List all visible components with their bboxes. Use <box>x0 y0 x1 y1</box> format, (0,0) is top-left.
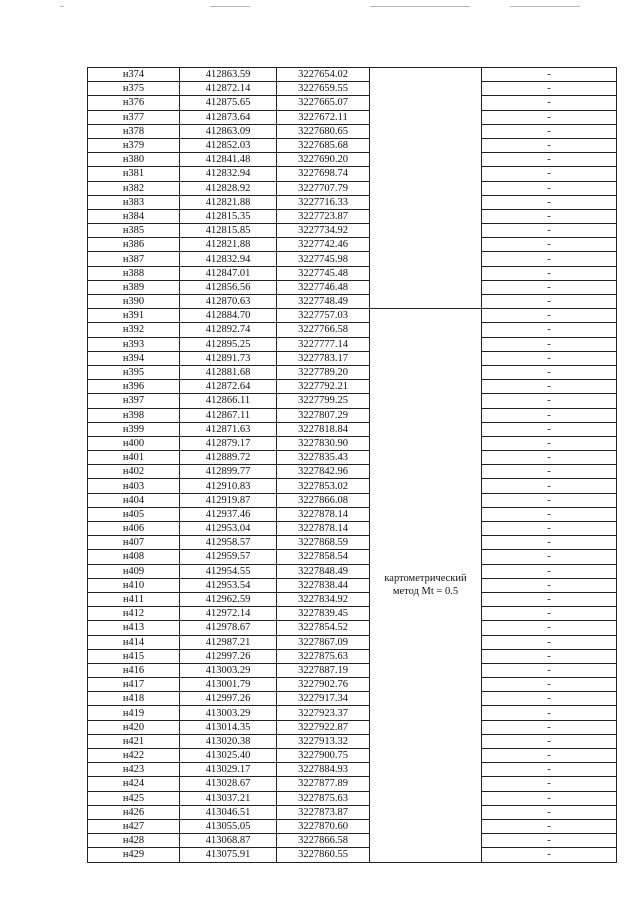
dash-cell: - <box>482 791 617 805</box>
x-coordinate-cell: 413055.05 <box>180 819 277 833</box>
point-cell: н382 <box>88 181 180 195</box>
table-row <box>88 408 617 422</box>
x-coordinate-cell: 412881.68 <box>180 365 277 379</box>
y-coordinate-cell: 3227707.79 <box>277 181 370 195</box>
point-cell: н379 <box>88 138 180 152</box>
table-row <box>88 238 617 252</box>
y-coordinate-cell: 3227745.98 <box>277 252 370 266</box>
x-coordinate-cell: 412871.63 <box>180 422 277 436</box>
table-row <box>88 365 617 379</box>
table-row <box>88 522 617 536</box>
table-row <box>88 805 617 819</box>
y-coordinate-cell: 3227716.33 <box>277 195 370 209</box>
dash-cell: - <box>482 706 617 720</box>
table-row <box>88 224 617 238</box>
dash-cell: - <box>482 578 617 592</box>
y-coordinate-cell: 3227902.76 <box>277 678 370 692</box>
point-cell: н377 <box>88 110 180 124</box>
table-row <box>88 82 617 96</box>
point-cell: н417 <box>88 678 180 692</box>
x-coordinate-cell: 412962.59 <box>180 592 277 606</box>
table-row <box>88 209 617 223</box>
x-coordinate-cell: 412879.17 <box>180 436 277 450</box>
dash-cell: - <box>482 153 617 167</box>
table-row <box>88 663 617 677</box>
table-row <box>88 550 617 564</box>
table-row <box>88 68 617 82</box>
point-cell: н419 <box>88 706 180 720</box>
point-cell: н412 <box>88 607 180 621</box>
point-cell: н405 <box>88 507 180 521</box>
y-coordinate-cell: 3227870.60 <box>277 819 370 833</box>
x-coordinate-cell: 412821.88 <box>180 195 277 209</box>
dash-cell: - <box>482 295 617 309</box>
x-coordinate-cell: 412866.11 <box>180 394 277 408</box>
dash-cell: - <box>482 238 617 252</box>
table-row <box>88 592 617 606</box>
dash-cell: - <box>482 564 617 578</box>
table-row <box>88 96 617 110</box>
y-coordinate-cell: 3227839.45 <box>277 607 370 621</box>
table-row <box>88 621 617 635</box>
y-coordinate-cell: 3227766.58 <box>277 323 370 337</box>
dash-cell: - <box>482 777 617 791</box>
dash-cell: - <box>482 819 617 833</box>
y-coordinate-cell: 3227745.48 <box>277 266 370 280</box>
dash-cell: - <box>482 536 617 550</box>
y-coordinate-cell: 3227860.55 <box>277 848 370 862</box>
x-coordinate-cell: 413003.29 <box>180 663 277 677</box>
table-row <box>88 138 617 152</box>
table-row <box>88 436 617 450</box>
table-row <box>88 181 617 195</box>
point-cell: н378 <box>88 124 180 138</box>
point-cell: н425 <box>88 791 180 805</box>
x-coordinate-cell: 412899.77 <box>180 465 277 479</box>
point-cell: н411 <box>88 592 180 606</box>
coordinates-table-body <box>88 68 617 863</box>
point-cell: н402 <box>88 465 180 479</box>
table-row <box>88 422 617 436</box>
table-row <box>88 380 617 394</box>
y-coordinate-cell: 3227818.84 <box>277 422 370 436</box>
y-coordinate-cell: 3227853.02 <box>277 479 370 493</box>
table-row <box>88 479 617 493</box>
point-cell: н404 <box>88 493 180 507</box>
table-row <box>88 678 617 692</box>
x-coordinate-cell: 412872.64 <box>180 380 277 394</box>
y-coordinate-cell: 3227878.14 <box>277 522 370 536</box>
y-coordinate-cell: 3227838.44 <box>277 578 370 592</box>
dash-cell: - <box>482 479 617 493</box>
table-row <box>88 834 617 848</box>
dash-cell: - <box>482 451 617 465</box>
x-coordinate-cell: 412870.63 <box>180 295 277 309</box>
point-cell: н374 <box>88 68 180 82</box>
point-cell: н403 <box>88 479 180 493</box>
point-cell: н429 <box>88 848 180 862</box>
x-coordinate-cell: 413025.40 <box>180 749 277 763</box>
point-cell: н415 <box>88 649 180 663</box>
dash-cell: - <box>482 224 617 238</box>
x-coordinate-cell: 413001.79 <box>180 678 277 692</box>
table-row <box>88 706 617 720</box>
x-coordinate-cell: 412937.46 <box>180 507 277 521</box>
y-coordinate-cell: 3227734.92 <box>277 224 370 238</box>
x-coordinate-cell: 413028.67 <box>180 777 277 791</box>
scan-artifacts <box>40 4 600 10</box>
y-coordinate-cell: 3227875.63 <box>277 649 370 663</box>
x-coordinate-cell: 412832.94 <box>180 252 277 266</box>
y-coordinate-cell: 3227884.93 <box>277 763 370 777</box>
y-coordinate-cell: 3227830.90 <box>277 436 370 450</box>
y-coordinate-cell: 3227834.92 <box>277 592 370 606</box>
point-cell: н381 <box>88 167 180 181</box>
table-row <box>88 536 617 550</box>
dash-cell: - <box>482 82 617 96</box>
x-coordinate-cell: 412889.72 <box>180 451 277 465</box>
table-row <box>88 153 617 167</box>
point-cell: н423 <box>88 763 180 777</box>
dash-cell: - <box>482 323 617 337</box>
table-row <box>88 351 617 365</box>
dash-cell: - <box>482 436 617 450</box>
point-cell: н399 <box>88 422 180 436</box>
y-coordinate-cell: 3227848.49 <box>277 564 370 578</box>
y-coordinate-cell: 3227866.08 <box>277 493 370 507</box>
x-coordinate-cell: 413003.29 <box>180 706 277 720</box>
dash-cell: - <box>482 607 617 621</box>
y-coordinate-cell: 3227698.74 <box>277 167 370 181</box>
x-coordinate-cell: 412867.11 <box>180 408 277 422</box>
point-cell: н394 <box>88 351 180 365</box>
method-accuracy: метод Mt = 0.5 <box>392 586 459 598</box>
point-cell: н398 <box>88 408 180 422</box>
dash-cell: - <box>482 678 617 692</box>
point-cell: н421 <box>88 734 180 748</box>
x-coordinate-cell: 413020.38 <box>180 734 277 748</box>
table-row <box>88 280 617 294</box>
table-row <box>88 493 617 507</box>
point-cell: н380 <box>88 153 180 167</box>
dash-cell: - <box>482 181 617 195</box>
y-coordinate-cell: 3227742.46 <box>277 238 370 252</box>
x-coordinate-cell: 412841.48 <box>180 153 277 167</box>
table-row <box>88 763 617 777</box>
y-coordinate-cell: 3227854.52 <box>277 621 370 635</box>
point-cell: н387 <box>88 252 180 266</box>
table-row <box>88 635 617 649</box>
x-coordinate-cell: 412953.54 <box>180 578 277 592</box>
point-cell: н407 <box>88 536 180 550</box>
y-coordinate-cell: 3227867.09 <box>277 635 370 649</box>
y-coordinate-cell: 3227777.14 <box>277 337 370 351</box>
table-row <box>88 692 617 706</box>
dash-cell: - <box>482 266 617 280</box>
point-cell: н409 <box>88 564 180 578</box>
x-coordinate-cell: 412959.57 <box>180 550 277 564</box>
point-cell: н401 <box>88 451 180 465</box>
point-cell: н393 <box>88 337 180 351</box>
point-cell: н410 <box>88 578 180 592</box>
dash-cell: - <box>482 337 617 351</box>
dash-cell: - <box>482 734 617 748</box>
dash-cell: - <box>482 848 617 862</box>
point-cell: н388 <box>88 266 180 280</box>
point-cell: н391 <box>88 309 180 323</box>
table-row <box>88 791 617 805</box>
point-cell: н416 <box>88 663 180 677</box>
dash-cell: - <box>482 805 617 819</box>
dash-cell: - <box>482 124 617 138</box>
point-cell: н384 <box>88 209 180 223</box>
point-cell: н418 <box>88 692 180 706</box>
y-coordinate-cell: 3227672.11 <box>277 110 370 124</box>
x-coordinate-cell: 412863.59 <box>180 68 277 82</box>
point-cell: н376 <box>88 96 180 110</box>
x-coordinate-cell: 413068.87 <box>180 834 277 848</box>
y-coordinate-cell: 3227748.49 <box>277 295 370 309</box>
dash-cell: - <box>482 763 617 777</box>
x-coordinate-cell: 412872.14 <box>180 82 277 96</box>
dash-cell: - <box>482 720 617 734</box>
x-coordinate-cell: 412891.73 <box>180 351 277 365</box>
x-coordinate-cell: 412987.21 <box>180 635 277 649</box>
dash-cell: - <box>482 408 617 422</box>
x-coordinate-cell: 412832.94 <box>180 167 277 181</box>
table-row <box>88 607 617 621</box>
y-coordinate-cell: 3227654.02 <box>277 68 370 82</box>
dash-cell: - <box>482 96 617 110</box>
y-coordinate-cell: 3227913.32 <box>277 734 370 748</box>
dash-cell: - <box>482 68 617 82</box>
table-row <box>88 649 617 663</box>
table-row <box>88 451 617 465</box>
y-coordinate-cell: 3227858.54 <box>277 550 370 564</box>
y-coordinate-cell: 3227887.19 <box>277 663 370 677</box>
table-row <box>88 848 617 862</box>
y-coordinate-cell: 3227878.14 <box>277 507 370 521</box>
y-coordinate-cell: 3227659.55 <box>277 82 370 96</box>
dash-cell: - <box>482 280 617 294</box>
table-row <box>88 252 617 266</box>
table-row <box>88 124 617 138</box>
dash-cell: - <box>482 394 617 408</box>
table-row <box>88 465 617 479</box>
dash-cell: - <box>482 550 617 564</box>
table-row <box>88 110 617 124</box>
coordinates-table <box>87 67 617 863</box>
x-coordinate-cell: 412954.55 <box>180 564 277 578</box>
point-cell: н390 <box>88 295 180 309</box>
x-coordinate-cell: 412919.87 <box>180 493 277 507</box>
table-row <box>88 266 617 280</box>
table-row <box>88 578 617 592</box>
method-cell <box>370 309 482 862</box>
point-cell: н385 <box>88 224 180 238</box>
table-row <box>88 295 617 309</box>
point-cell: н422 <box>88 749 180 763</box>
y-coordinate-cell: 3227923.37 <box>277 706 370 720</box>
point-cell: н426 <box>88 805 180 819</box>
table-row <box>88 749 617 763</box>
table-row <box>88 309 617 323</box>
y-coordinate-cell: 3227685.68 <box>277 138 370 152</box>
dash-cell: - <box>482 138 617 152</box>
dash-cell: - <box>482 380 617 394</box>
x-coordinate-cell: 412873.64 <box>180 110 277 124</box>
y-coordinate-cell: 3227690.20 <box>277 153 370 167</box>
y-coordinate-cell: 3227757.03 <box>277 309 370 323</box>
point-cell: н397 <box>88 394 180 408</box>
x-coordinate-cell: 412910.83 <box>180 479 277 493</box>
table-row <box>88 777 617 791</box>
point-cell: н408 <box>88 550 180 564</box>
y-coordinate-cell: 3227807.29 <box>277 408 370 422</box>
dash-cell: - <box>482 252 617 266</box>
x-coordinate-cell: 412884.70 <box>180 309 277 323</box>
x-coordinate-cell: 412978.67 <box>180 621 277 635</box>
y-coordinate-cell: 3227873.87 <box>277 805 370 819</box>
method-cell-empty <box>370 68 482 309</box>
dash-cell: - <box>482 209 617 223</box>
point-cell: н389 <box>88 280 180 294</box>
x-coordinate-cell: 412847.01 <box>180 266 277 280</box>
y-coordinate-cell: 3227900.75 <box>277 749 370 763</box>
y-coordinate-cell: 3227746.48 <box>277 280 370 294</box>
table-row <box>88 167 617 181</box>
x-coordinate-cell: 412815.35 <box>180 209 277 223</box>
y-coordinate-cell: 3227922.87 <box>277 720 370 734</box>
dash-cell: - <box>482 635 617 649</box>
y-coordinate-cell: 3227783.17 <box>277 351 370 365</box>
x-coordinate-cell: 412856.56 <box>180 280 277 294</box>
dash-cell: - <box>482 365 617 379</box>
point-cell: н392 <box>88 323 180 337</box>
table-row <box>88 819 617 833</box>
y-coordinate-cell: 3227789.20 <box>277 365 370 379</box>
x-coordinate-cell: 412821.88 <box>180 238 277 252</box>
y-coordinate-cell: 3227868.59 <box>277 536 370 550</box>
x-coordinate-cell: 413014.35 <box>180 720 277 734</box>
point-cell: н406 <box>88 522 180 536</box>
dash-cell: - <box>482 195 617 209</box>
x-coordinate-cell: 412997.26 <box>180 692 277 706</box>
y-coordinate-cell: 3227917.34 <box>277 692 370 706</box>
table-row <box>88 337 617 351</box>
table-row <box>88 720 617 734</box>
x-coordinate-cell: 412972.14 <box>180 607 277 621</box>
y-coordinate-cell: 3227792.21 <box>277 380 370 394</box>
dash-cell: - <box>482 663 617 677</box>
table-row <box>88 394 617 408</box>
y-coordinate-cell: 3227680.65 <box>277 124 370 138</box>
x-coordinate-cell: 412892.74 <box>180 323 277 337</box>
dash-cell: - <box>482 110 617 124</box>
x-coordinate-cell: 412953.04 <box>180 522 277 536</box>
x-coordinate-cell: 412852.03 <box>180 138 277 152</box>
point-cell: н414 <box>88 635 180 649</box>
y-coordinate-cell: 3227835.43 <box>277 451 370 465</box>
x-coordinate-cell: 412895.25 <box>180 337 277 351</box>
y-coordinate-cell: 3227875.63 <box>277 791 370 805</box>
dash-cell: - <box>482 422 617 436</box>
point-cell: н424 <box>88 777 180 791</box>
point-cell: н420 <box>88 720 180 734</box>
dash-cell: - <box>482 834 617 848</box>
table-row <box>88 734 617 748</box>
table-row <box>88 564 617 578</box>
y-coordinate-cell: 3227799.25 <box>277 394 370 408</box>
x-coordinate-cell: 413037.21 <box>180 791 277 805</box>
point-cell: н400 <box>88 436 180 450</box>
dash-cell: - <box>482 507 617 521</box>
point-cell: н427 <box>88 819 180 833</box>
x-coordinate-cell: 412997.26 <box>180 649 277 663</box>
table-row <box>88 195 617 209</box>
y-coordinate-cell: 3227723.87 <box>277 209 370 223</box>
dash-cell: - <box>482 621 617 635</box>
point-cell: н396 <box>88 380 180 394</box>
dash-cell: - <box>482 522 617 536</box>
y-coordinate-cell: 3227877.89 <box>277 777 370 791</box>
point-cell: н383 <box>88 195 180 209</box>
y-coordinate-cell: 3227866.58 <box>277 834 370 848</box>
x-coordinate-cell: 413029.17 <box>180 763 277 777</box>
dash-cell: - <box>482 649 617 663</box>
x-coordinate-cell: 412875.65 <box>180 96 277 110</box>
y-coordinate-cell: 3227665.07 <box>277 96 370 110</box>
dash-cell: - <box>482 309 617 323</box>
dash-cell: - <box>482 167 617 181</box>
dash-cell: - <box>482 351 617 365</box>
dash-cell: - <box>482 749 617 763</box>
dash-cell: - <box>482 465 617 479</box>
x-coordinate-cell: 413046.51 <box>180 805 277 819</box>
point-cell: н395 <box>88 365 180 379</box>
x-coordinate-cell: 413075.91 <box>180 848 277 862</box>
x-coordinate-cell: 412828.92 <box>180 181 277 195</box>
dash-cell: - <box>482 592 617 606</box>
point-cell: н428 <box>88 834 180 848</box>
dash-cell: - <box>482 493 617 507</box>
dash-cell: - <box>482 692 617 706</box>
table-row <box>88 323 617 337</box>
table-row <box>88 507 617 521</box>
point-cell: н375 <box>88 82 180 96</box>
x-coordinate-cell: 412958.57 <box>180 536 277 550</box>
point-cell: н413 <box>88 621 180 635</box>
x-coordinate-cell: 412815.85 <box>180 224 277 238</box>
method-name: картометрический <box>384 573 467 585</box>
point-cell: н386 <box>88 238 180 252</box>
y-coordinate-cell: 3227842.96 <box>277 465 370 479</box>
x-coordinate-cell: 412863.09 <box>180 124 277 138</box>
